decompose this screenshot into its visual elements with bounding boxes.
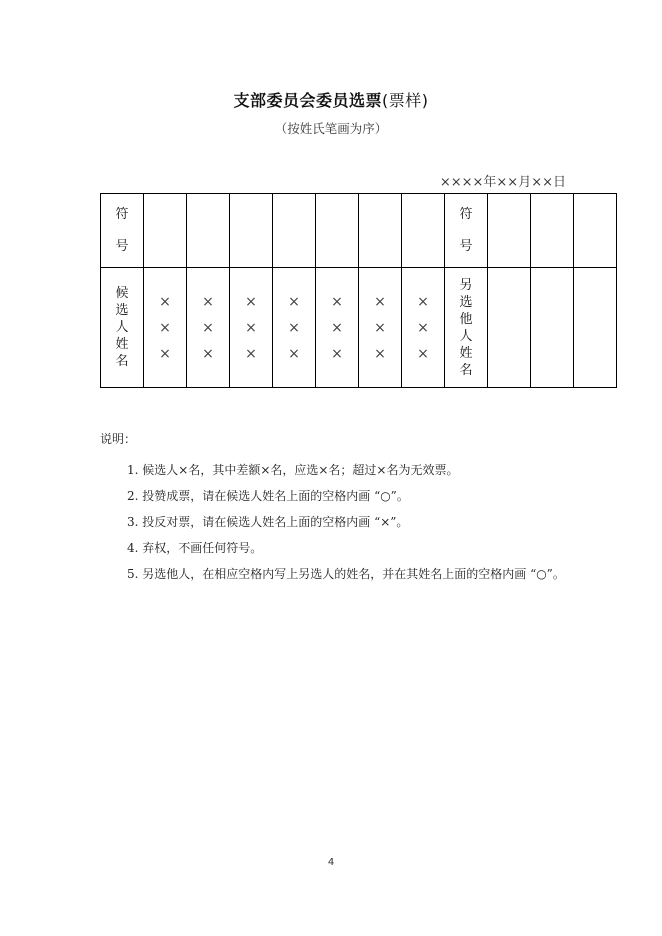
candidate-label-char: 候 (115, 286, 129, 301)
other-label-char: 选 (459, 294, 473, 310)
other-symbol-label-cell (445, 194, 488, 268)
name-placeholder: × (417, 345, 429, 362)
candidate-name-cell-2 (187, 268, 230, 388)
symbol-label-char: 符 (459, 206, 473, 222)
name-placeholder: × (288, 293, 300, 310)
title-paren: (票样) (382, 91, 429, 110)
name-placeholder: × (331, 319, 343, 336)
other-name-input-cell-3[interactable] (574, 268, 617, 388)
candidate-label-char: 选 (115, 303, 129, 318)
symbol-label-char: 号 (115, 238, 129, 254)
vote-mark-cell-7[interactable] (402, 194, 445, 268)
vote-mark-cell-5[interactable] (316, 194, 359, 268)
name-placeholder: × (159, 319, 171, 336)
name-placeholder: × (374, 319, 386, 336)
name-placeholder: × (159, 293, 171, 310)
name-placeholder: × (245, 319, 257, 336)
other-vote-mark-cell-1[interactable] (488, 194, 531, 268)
other-label-char: 人 (459, 328, 473, 344)
instruction-item-5: 5. 另选他人，在相应空格内写上另选人的姓名，并在其姓名上面的空格内画 “○”。 (127, 567, 565, 581)
ballot-title (0, 88, 662, 111)
candidate-name-row (101, 268, 617, 388)
name-placeholder: × (374, 293, 386, 310)
instructions (100, 430, 570, 587)
other-vote-mark-cell-2[interactable] (531, 194, 574, 268)
candidate-name-cell-5 (316, 268, 359, 388)
other-label-char: 另 (459, 277, 473, 293)
candidate-name-cell-4 (273, 268, 316, 388)
other-name-input-cell-2[interactable] (531, 268, 574, 388)
name-placeholder: × (417, 319, 429, 336)
symbol-label-char: 符 (115, 206, 129, 222)
name-placeholder: × (331, 293, 343, 310)
symbol-label-cell (101, 194, 144, 268)
name-placeholder: × (331, 345, 343, 362)
instructions-heading: 说明： (100, 432, 137, 446)
other-label-char: 名 (459, 362, 473, 378)
candidate-name-cell-6 (359, 268, 402, 388)
candidate-label-char: 名 (115, 354, 129, 369)
vote-mark-cell-6[interactable] (359, 194, 402, 268)
candidate-name-cell-3 (230, 268, 273, 388)
name-placeholder: × (159, 345, 171, 362)
other-vote-mark-cell-3[interactable] (574, 194, 617, 268)
instruction-item-4: 4. 弃权，不画任何符号。 (127, 541, 263, 555)
candidate-name-cell-7 (402, 268, 445, 388)
name-placeholder: × (245, 345, 257, 362)
vote-mark-cell-4[interactable] (273, 194, 316, 268)
ballot-table (100, 193, 617, 388)
other-label-char: 姓 (459, 345, 473, 361)
candidate-label-cell (101, 268, 144, 388)
instruction-item-2: 2. 投赞成票，请在候选人姓名上面的空格内画 “○”。 (127, 489, 409, 503)
symbol-label-char: 号 (459, 238, 473, 254)
name-placeholder: × (288, 319, 300, 336)
vote-mark-cell-2[interactable] (187, 194, 230, 268)
name-placeholder: × (417, 293, 429, 310)
name-placeholder: × (202, 319, 214, 336)
ballot-subtitle: （按姓氏笔画为序） (274, 121, 388, 136)
other-label-char: 他 (459, 311, 473, 327)
name-placeholder: × (245, 293, 257, 310)
name-placeholder: × (374, 345, 386, 362)
candidate-label-char: 姓 (115, 337, 129, 352)
other-label-cell (445, 268, 488, 388)
page-number: 4 (327, 857, 335, 868)
vote-mark-cell-3[interactable] (230, 194, 273, 268)
title-main: 支部委员会委员选票 (233, 91, 382, 110)
candidate-name-cell-1 (144, 268, 187, 388)
name-placeholder: × (288, 345, 300, 362)
instruction-item-1: 1. 候选人×名，其中差额×名，应选×名；超过×名为无效票。 (127, 463, 459, 477)
instruction-item-3: 3. 投反对票，请在候选人姓名上面的空格内画 “×”。 (127, 515, 409, 529)
other-name-input-cell-1[interactable] (488, 268, 531, 388)
name-placeholder: × (202, 293, 214, 310)
vote-mark-cell-1[interactable] (144, 194, 187, 268)
candidate-label-char: 人 (115, 320, 129, 335)
ballot-date: ××××年××月××日 (439, 175, 566, 190)
name-placeholder: × (202, 345, 214, 362)
symbol-row (101, 194, 617, 268)
